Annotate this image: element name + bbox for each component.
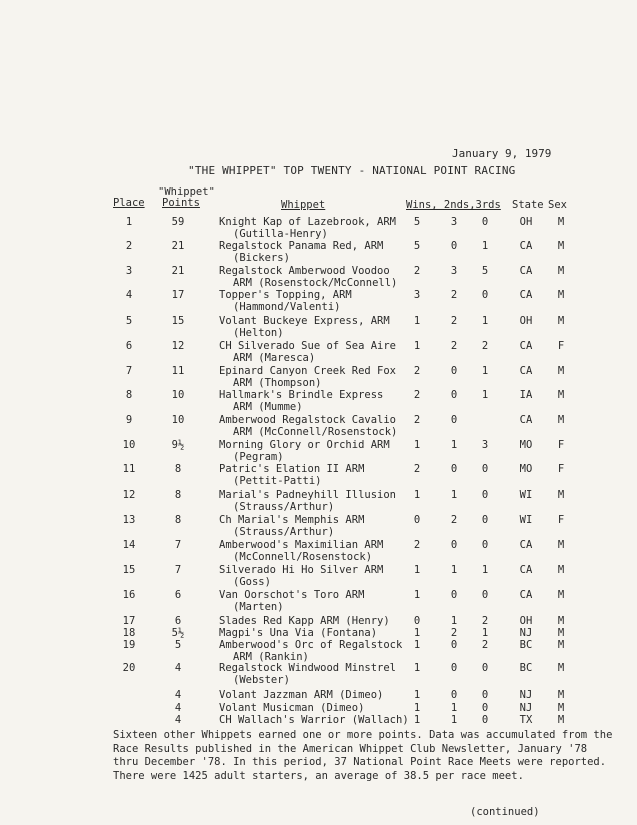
points-cell: 21 [171,240,185,252]
thirds-cell: 0 [481,539,489,551]
whippet-name-cell: Patric's Elation II ARM [219,463,365,475]
owner-cell: ARM (McConnell/Rosenstock) [233,426,398,438]
points-cell: 4 [174,714,182,726]
place-cell: 11 [122,463,136,475]
seconds-cell: 0 [450,689,458,701]
owner-cell: (Pegram) [233,451,284,463]
seconds-cell: 1 [450,702,458,714]
sex-cell: M [557,702,565,714]
sex-cell: M [557,539,565,551]
points-cell: 12 [171,340,185,352]
points-header-line1: "Whippet" [158,186,215,198]
seconds-cell: 0 [450,662,458,674]
state-cell: TX [519,714,533,726]
thirds-cell: 2 [481,340,489,352]
points-cell: 8 [174,489,182,501]
sex-cell: M [557,589,565,601]
sex-cell: F [557,514,565,526]
seconds-cell: 0 [450,639,458,651]
wins-cell: 1 [413,714,421,726]
sex-cell: M [557,414,565,426]
points-cell: 59 [171,216,185,228]
document-date: January 9, 1979 [452,147,552,160]
seconds-cell: 1 [450,564,458,576]
sex-cell: M [557,689,565,701]
wins-cell: 5 [413,216,421,228]
wins-cell: 2 [413,463,421,475]
place-cell: 19 [122,639,136,651]
state-cell: OH [519,216,533,228]
points-cell: 10 [171,414,185,426]
points-cell: 4 [174,689,182,701]
points-header-line2: Points [162,197,200,209]
place-cell: 1 [125,216,133,228]
state-cell: WI [519,489,533,501]
points-cell: 7 [174,564,182,576]
wins-cell: 2 [413,389,421,401]
place-cell: 16 [122,589,136,601]
state-cell: MO [519,463,533,475]
owner-cell: (Marten) [233,601,284,613]
owner-cell: (Bickers) [233,252,290,264]
owner-cell: ARM (Rosenstock/McConnell) [233,277,398,289]
whippet-name-cell: Ch Marial's Memphis ARM [219,514,365,526]
points-cell: 5½ [171,627,185,639]
points-cell: 11 [171,365,185,377]
whippet-name-cell: Knight Kap of Lazebrook, ARM [219,216,397,228]
place-cell: 7 [125,365,133,377]
seconds-cell: 0 [450,589,458,601]
points-cell: 8 [174,514,182,526]
thirds-cell: 0 [481,689,489,701]
place-cell: 15 [122,564,136,576]
thirds-cell: 0 [481,289,489,301]
state-cell: CA [519,365,533,377]
state-cell: NJ [519,689,533,701]
wins-cell: 5 [413,240,421,252]
whippet-name-cell: Volant Buckeye Express, ARM [219,315,390,327]
whippet-header: Whippet [281,199,326,211]
whippet-name-cell: Van Oorschot's Toro ARM [219,589,365,601]
sex-cell: M [557,627,565,639]
sex-cell: M [557,289,565,301]
points-cell: 8 [174,463,182,475]
sex-cell: M [557,639,565,651]
points-cell: 6 [174,615,182,627]
whippet-name-cell: Regalstock Windwood Minstrel [219,662,397,674]
wins-cell: 1 [413,639,421,651]
thirds-cell: 0 [481,463,489,475]
thirds-cell: 1 [481,365,489,377]
place-header: Place [113,197,145,209]
owner-cell: ARM (Mumme) [233,401,303,413]
sex-cell: F [557,439,565,451]
place-cell: 8 [125,389,133,401]
seconds-cell: 1 [450,714,458,726]
state-cell: IA [519,389,533,401]
continued-note: (continued) [470,806,540,818]
state-cell: MO [519,439,533,451]
sex-cell: M [557,240,565,252]
wins-cell: 1 [413,589,421,601]
whippet-name-cell: CH Silverado Sue of Sea Aire [219,340,397,352]
whippet-name-cell: Topper's Topping, ARM [219,289,352,301]
place-cell: 2 [125,240,133,252]
sex-cell: M [557,564,565,576]
whippet-name-cell: Magpi's Una Via (Fontana) [219,627,378,639]
sex-cell: M [557,662,565,674]
seconds-cell: 2 [450,627,458,639]
seconds-cell: 2 [450,289,458,301]
sex-cell: M [557,265,565,277]
points-cell: 10 [171,389,185,401]
owner-cell: (Helton) [233,327,284,339]
sex-cell: M [557,365,565,377]
owner-cell: (Hammond/Valenti) [233,301,341,313]
thirds-cell: 0 [481,589,489,601]
wins-cell: 2 [413,365,421,377]
whippet-name-cell: Hallmark's Brindle Express [219,389,384,401]
owner-cell: (Gutilla-Henry) [233,228,328,240]
state-cell: CA [519,265,533,277]
whippet-name-cell: Epinard Canyon Creek Red Fox [219,365,397,377]
seconds-cell: 2 [450,315,458,327]
thirds-cell: 0 [481,514,489,526]
state-cell: WI [519,514,533,526]
wins-cell: 1 [413,627,421,639]
place-cell: 5 [125,315,133,327]
thirds-cell: 1 [481,627,489,639]
seconds-cell: 0 [450,240,458,252]
wins-cell: 1 [413,489,421,501]
wins-cell: 2 [413,539,421,551]
thirds-cell: 2 [481,615,489,627]
seconds-cell: 2 [450,514,458,526]
thirds-cell: 0 [481,489,489,501]
thirds-cell: 1 [481,240,489,252]
sex-cell: M [557,615,565,627]
seconds-cell: 0 [450,414,458,426]
footer-note: Sixteen other Whippets earned one or more points. Data was accumulated from the Race Results published in the American Whippet Club Newsletter, January '78 thru December '78. In this period, 37 National Point Race Meets were reported. There were 1425 adult starters, an average of 38.5 per race meet. [113,729,613,782]
seconds-cell: 0 [450,539,458,551]
place-cell: 6 [125,340,133,352]
owner-cell: (Strauss/Arthur) [233,526,335,538]
whippet-name-cell: Silverado Hi Ho Silver ARM [219,564,384,576]
points-cell: 5 [174,639,182,651]
owner-cell: (McConnell/Rosenstock) [233,551,373,563]
wins-cell: 1 [413,340,421,352]
state-cell: NJ [519,702,533,714]
whippet-name-cell: CH Wallach's Warrior (Wallach) [219,714,409,726]
owner-cell: ARM (Maresca) [233,352,316,364]
state-cell: BC [519,662,533,674]
thirds-cell: 0 [481,702,489,714]
state-cell: CA [519,240,533,252]
place-cell: 4 [125,289,133,301]
sex-cell: M [557,489,565,501]
seconds-cell: 1 [450,615,458,627]
document-title: "THE WHIPPET" TOP TWENTY - NATIONAL POINT RACING [188,164,516,177]
wins-cell: 1 [413,662,421,674]
thirds-cell: 1 [481,315,489,327]
place-cell: 20 [122,662,136,674]
state-cell: NJ [519,627,533,639]
place-cell: 3 [125,265,133,277]
state-cell: OH [519,615,533,627]
thirds-cell: 0 [481,662,489,674]
whippet-name-cell: Amberwood's Maximilian ARM [219,539,384,551]
state-header: State [512,199,544,211]
points-cell: 15 [171,315,185,327]
whippet-name-cell: Volant Jazzman ARM (Dimeo) [219,689,384,701]
thirds-cell: 5 [481,265,489,277]
sex-cell: M [557,216,565,228]
seconds-cell: 3 [450,216,458,228]
owner-cell: ARM (Rankin) [233,651,309,663]
thirds-cell: 1 [481,564,489,576]
place-cell: 9 [125,414,133,426]
sex-cell: M [557,389,565,401]
whippet-name-cell: Volant Musicman (Dimeo) [219,702,365,714]
points-cell: 7 [174,539,182,551]
sex-cell: M [557,315,565,327]
place-cell: 12 [122,489,136,501]
state-cell: CA [519,589,533,601]
whippet-name-cell: Morning Glory or Orchid ARM [219,439,390,451]
owner-cell: (Pettit-Patti) [233,475,322,487]
sex-cell: F [557,340,565,352]
seconds-cell: 3 [450,265,458,277]
state-cell: CA [519,414,533,426]
points-cell: 9½ [171,439,185,451]
seconds-cell: 0 [450,365,458,377]
wins-cell: 2 [413,265,421,277]
points-cell: 4 [174,702,182,714]
state-cell: CA [519,289,533,301]
wins-cell: 2 [413,414,421,426]
state-cell: CA [519,539,533,551]
seconds-cell: 1 [450,439,458,451]
place-cell: 17 [122,615,136,627]
place-cell: 18 [122,627,136,639]
points-cell: 6 [174,589,182,601]
points-cell: 4 [174,662,182,674]
seconds-cell: 0 [450,389,458,401]
owner-cell: (Goss) [233,576,271,588]
seconds-cell: 0 [450,463,458,475]
wins-cell: 0 [413,514,421,526]
thirds-cell: 0 [481,216,489,228]
sex-header: Sex [548,199,567,211]
seconds-cell: 1 [450,489,458,501]
owner-cell: (Strauss/Arthur) [233,501,335,513]
whippet-name-cell: Amberwood's Orc of Regalstock [219,639,403,651]
whippet-name-cell: Regalstock Panama Red, ARM [219,240,384,252]
owner-cell: ARM (Thompson) [233,377,322,389]
state-cell: CA [519,340,533,352]
thirds-cell: 1 [481,389,489,401]
wins-cell: 1 [413,689,421,701]
wins-cell: 0 [413,615,421,627]
wins-cell: 1 [413,315,421,327]
sex-cell: F [557,463,565,475]
wins-cell: 1 [413,564,421,576]
thirds-cell: 3 [481,439,489,451]
thirds-cell: 2 [481,639,489,651]
place-cell: 14 [122,539,136,551]
wins-cell: 3 [413,289,421,301]
place-cell: 10 [122,439,136,451]
thirds-cell: 0 [481,714,489,726]
points-cell: 17 [171,289,185,301]
sex-cell: M [557,714,565,726]
points-cell: 21 [171,265,185,277]
whippet-name-cell: Marial's Padneyhill Illusion [219,489,397,501]
wins-cell: 1 [413,439,421,451]
whippet-name-cell: Amberwood Regalstock Cavalio [219,414,397,426]
wins-header: Wins, 2nds,3rds [406,199,501,211]
state-cell: BC [519,639,533,651]
state-cell: CA [519,564,533,576]
place-cell: 13 [122,514,136,526]
state-cell: OH [519,315,533,327]
whippet-name-cell: Slades Red Kapp ARM (Henry) [219,615,390,627]
seconds-cell: 2 [450,340,458,352]
owner-cell: (Webster) [233,674,290,686]
wins-cell: 1 [413,702,421,714]
whippet-name-cell: Regalstock Amberwood Voodoo [219,265,390,277]
